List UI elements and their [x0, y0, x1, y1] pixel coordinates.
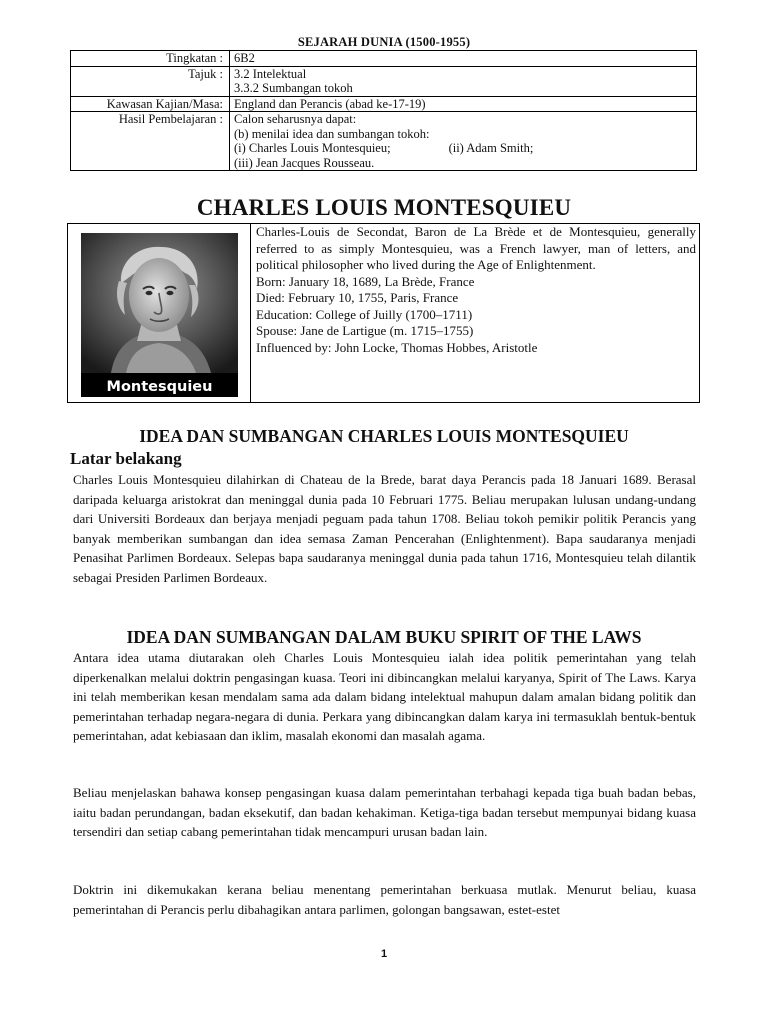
- tajuk-line: 3.2 Intelektual: [234, 66, 307, 81]
- page-number: 1: [380, 948, 388, 960]
- portrait-drawing: [81, 233, 238, 373]
- biography-text: [256, 224, 696, 356]
- hasil-line: Calon seharusnya dapat:: [234, 112, 357, 126]
- bio-born: Born: January 18, 1689, La Brède, France: [256, 273, 475, 289]
- portrait-image: [81, 233, 238, 397]
- course-info-table: [70, 50, 697, 171]
- paragraph-spirit-of-laws-1: Antara idea utama diutarakan oleh Charles Louis Montesquieu ialah idea politik pemerintahan yang telah diperkenalkan melalui doktrin pengasingan kuasa. Teori ini dibincangkan melalui karyanya, Spirit of The Laws. Karya ini telah memberikan kesan mendalam sama ada dalam bidang intelektual mahupun dalam amalan bidang politik dan pemerintahan terhadap negara-negara di dunia. Perkara yang dibincangkan dalam karya ini termasuklah bentuk-bentuk pemerintahan, adat kebiasaan dan iklim, masalah ekonomi dan masalah agama.: [73, 650, 696, 744]
- hasil-line: [234, 141, 692, 156]
- portrait-cell: [68, 224, 251, 402]
- section-heading-spirit-of-laws: IDEA DAN SUMBANGAN DALAM BUKU SPIRIT OF THE LAWS: [126, 627, 642, 647]
- hasil-line: (iii) Jean Jacques Rousseau.: [234, 155, 375, 170]
- tajuk-value: [230, 66, 697, 96]
- section-heading-ideas: IDEA DAN SUMBANGAN CHARLES LOUIS MONTESQUIEU: [139, 426, 629, 446]
- paragraph-background: Charles Louis Montesquieu dilahirkan di Chateau de la Brede, barat daya Perancis pada 18 Januari 1689. Berasal daripada keluarga aristokrat dan meninggal dunia pada 10 Februari 1775. Beliau merupakan lulusan undang-undang dari Universiti Bordeaux dan berjaya menjadi peguam pada tahun 1708. Beliau tokoh pemikir politik Perancis yang banyak memberikan sumbangan dan idea semasa Zaman Pencerahan (Enlightenment). Bapa saudaranya menjadi Penasihat Parlimen Bordeaux. Selepas bapa saudaranya meninggal dunia pada tahun 1716, Montesquieu telah dilantik sebagai Presiden Parlimen Bordeaux.: [73, 472, 696, 585]
- bio-influenced: Influenced by: John Locke, Thomas Hobbes, Aristotle: [256, 339, 538, 355]
- portrait-caption: Montesquieu: [106, 379, 213, 395]
- table-row: [71, 96, 697, 112]
- tajuk-label: Tajuk :: [71, 66, 230, 96]
- bio-died: Died: February 10, 1755, Paris, France: [256, 290, 459, 305]
- paragraph-spirit-of-laws-3: Doktrin ini dikemukakan kerana beliau menentang pemerintahan berkuasa mutlak. Menurut beliau, kuasa pemerintahan di Perancis perlu dibahagikan antara parlimen, golongan bangsawan, estet-estet: [73, 882, 696, 917]
- tingkatan-label: Tingkatan :: [71, 51, 230, 67]
- table-row: [71, 51, 697, 67]
- hasil-value: [230, 112, 697, 171]
- kawasan-value: England dan Perancis (abad ke-17-19): [230, 96, 697, 112]
- tajuk-line: 3.3.2 Sumbangan tokoh: [234, 81, 353, 95]
- kawasan-label: Kawasan Kajian/Masa:: [71, 96, 230, 112]
- document-header-title: SEJARAH DUNIA (1500-1955): [297, 35, 471, 49]
- hasil-item-adam-smith: (ii) Adam Smith;: [448, 141, 534, 155]
- paragraph-spirit-of-laws-2: Beliau menjelaskan bahawa konsep pengasingan kuasa dalam pemerintahan terbahagi kepada tiga buah badan bebas, iaitu badan perundangan, badan eksekutif, dan badan kehakiman. Ketiga-tiga badan tersebut mempunyai bidang kuasa tersendiri dan setiap cabang pemerintahan tidak mencampuri urusan badan lain.: [73, 785, 696, 840]
- bio-spouse: Spouse: Jane de Lartigue (m. 1715–1755): [256, 323, 474, 338]
- hasil-label: Hasil Pembelajaran :: [71, 112, 230, 171]
- hasil-line: (b) menilai idea dan sumbangan tokoh:: [234, 126, 430, 141]
- hasil-item-montesquieu: (i) Charles Louis Montesquieu;: [234, 141, 391, 155]
- tingkatan-value: 6B2: [230, 51, 697, 67]
- table-row: [71, 66, 697, 96]
- page-title: CHARLES LOUIS MONTESQUIEU: [196, 195, 572, 220]
- bio-intro: Charles-Louis de Secondat, Baron de La Brède et de Montesquieu, generally referred to as simply Montesquieu, was a French lawyer, man of letters, and political philosopher who lived during the Age of Enlightenment.: [256, 224, 696, 272]
- bio-education: Education: College of Juilly (1700–1711): [256, 306, 473, 322]
- table-row: [71, 112, 697, 171]
- biography-box: [67, 223, 700, 403]
- section-subheading-background: Latar belakang: [70, 449, 182, 468]
